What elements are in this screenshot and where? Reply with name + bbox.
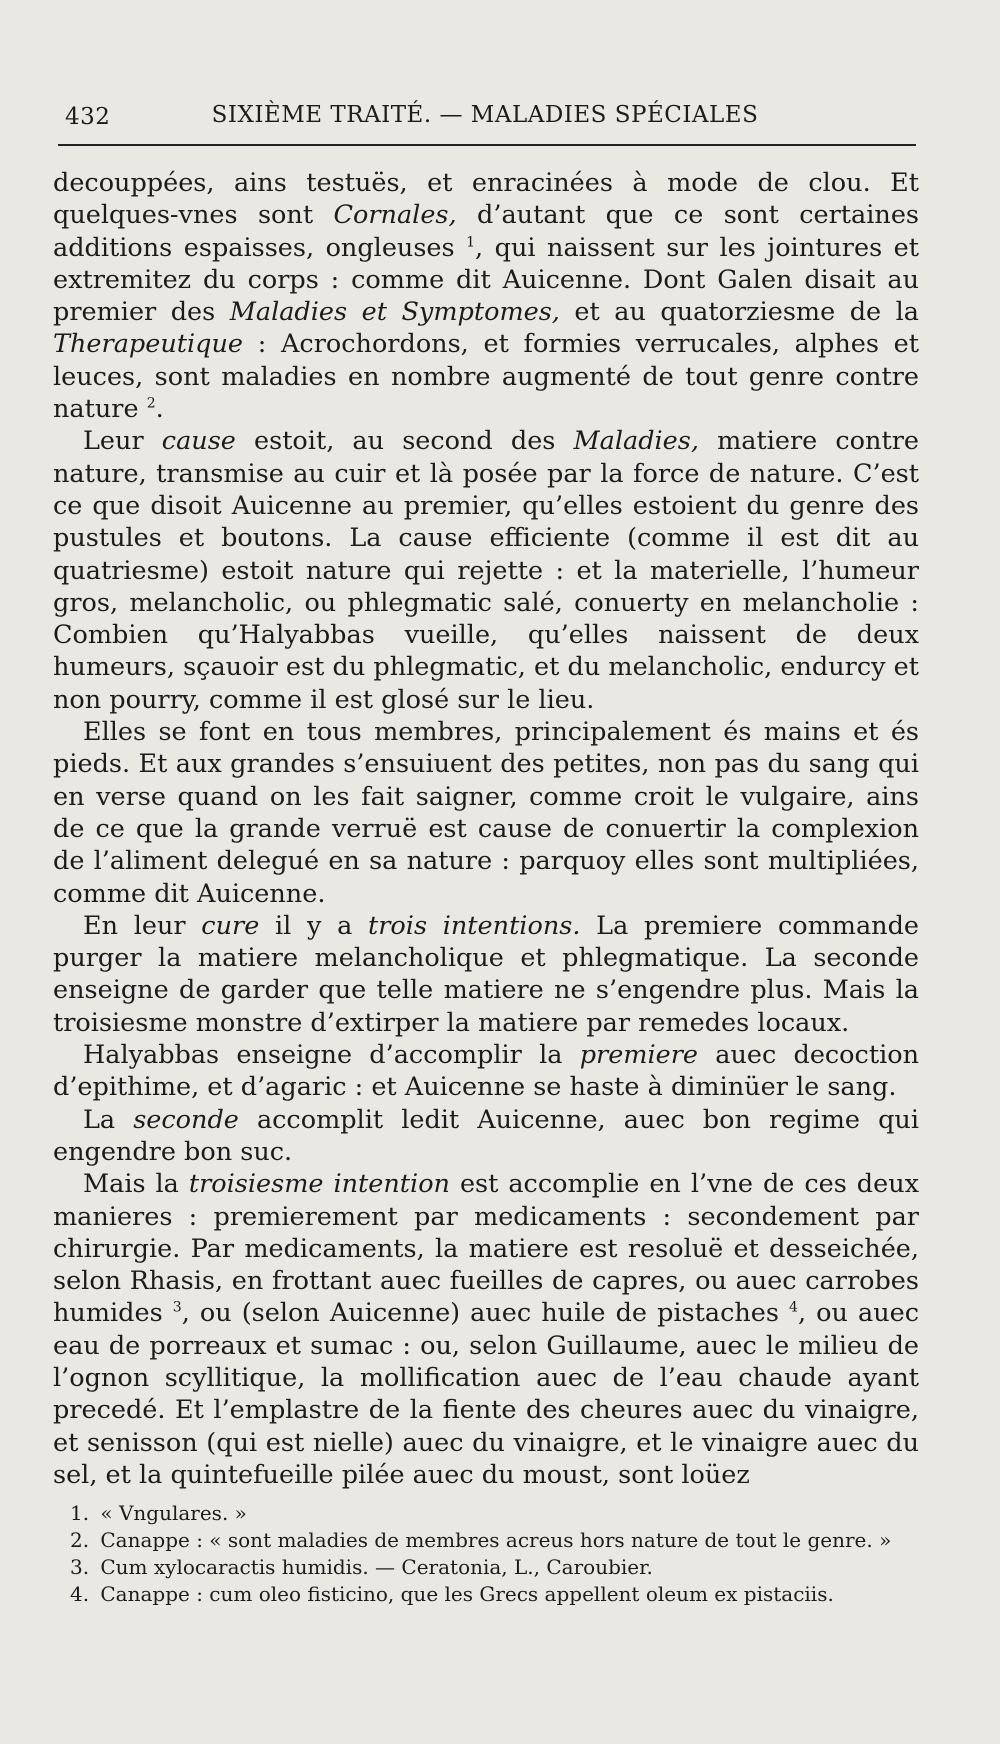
text-run: estoit, au second des (235, 426, 574, 457)
body-text (53, 167, 919, 1491)
text-run: La premiere commande purger la matiere melancholique et phlegmatique. La seconde enseigne de garder que telle matiere ne s’engendre plus. Mais la troisiesme monstre d’extirper la matiere par remedes locaux. (53, 910, 919, 1038)
footnote (70, 1581, 930, 1608)
footnote-number: 4. (70, 1582, 90, 1606)
footnote-ref: 1 (466, 234, 476, 251)
italic-term: Maladies, (573, 426, 699, 457)
footnote-number: 1. (70, 1501, 90, 1525)
italic-term: premiere (579, 1040, 699, 1071)
italic-term: Therapeutique (53, 329, 243, 360)
header-rule (58, 144, 916, 146)
text-run: Leur (83, 426, 162, 457)
text-run: decouppées, ains testuës, et enracinées à mode de clou. Et quelques-vnes sont (53, 168, 919, 231)
text-run: La (83, 1104, 134, 1135)
footnote-number: 2. (70, 1528, 90, 1552)
text-run: Elles se font en tous membres, principalement és mains et és pieds. Et aux grandes s’ensuiuent des petites, non pas du sang qui en verse quand on les fait saigner, comme croit le vulgaire, ains de ce que la grande verruë est cause de conuertir la complexion de l’aliment delegué en sa nature : parquoy elles sont multipliées, comme dit Auicenne. (53, 717, 919, 909)
paragraph (53, 167, 919, 425)
footnote-ref: 3 (172, 1299, 182, 1316)
page-number: 432 (65, 104, 111, 130)
footnote-ref: 4 (789, 1299, 798, 1316)
text-run: matiere contre nature, transmise au cuir et là posée par la force de nature. C’est ce que disoit Auicenne au premier, qu’elles estoient du genre des pustules et boutons. La cause efficiente (comme il est dit au quatriesme) estoit nature qui rejette : et la materielle, l’humeur gros, melancholic, ou phlegmatic salé, conuerty en melancholie : Combien qu’Halyabbas vueille, qu’elles naissent de deux humeurs, sçauoir est du phlegmatic, et du melancholic, endurcy et non pourry, comme il est glosé sur le lieu. (53, 426, 919, 715)
footnote-ref: 2 (146, 395, 156, 412)
text-run: , ou auec eau de porreaux et sumac : ou, selon Guillaume, auec le milieu de l’ognon scyllitique, la mollification auec de l’eau chaude ayant precedé. Et l’emplastre de la fiente des cheures auec du vinaigre, et senisson (qui est nielle) auec du vinaigre, et le vinaigre auec du sel, et la quintefueille pilée auec du moust, sont loüez (53, 1298, 919, 1490)
footnote-number: 3. (70, 1555, 90, 1579)
text-run: est accomplie en l’vne de ces deux manieres : premierement par medicaments : secondement par chirurgie. Par medicaments, la matiere est resoluë et desseichée, selon Rhasis, en frottant auec fueilles de capres, ou auec carrobes humides (53, 1169, 919, 1329)
paragraph (53, 1039, 919, 1104)
footnote-text: Canappe : cum oleo fisticino, que les Grecs appellent oleum ex pistaciis. (94, 1582, 834, 1606)
running-title: SIXIÈME TRAITÉ. — MALADIES SPÉCIALES (211, 102, 759, 128)
paragraph (53, 1104, 919, 1169)
text-run: , ou (selon Auicenne) auec huile de pistaches (181, 1298, 790, 1329)
text-run: et au quatorziesme de la (559, 297, 919, 328)
italic-term: Maladies et Symptomes, (229, 297, 560, 328)
italic-term: cause (161, 426, 236, 457)
page-header (55, 100, 915, 140)
footnote-text: « Vngulares. » (94, 1501, 247, 1525)
italic-term: seconde (133, 1104, 239, 1135)
paragraph (53, 425, 919, 716)
italic-term: cure (201, 910, 260, 941)
italic-term: troisiesme intention (188, 1169, 450, 1200)
footnotes (70, 1500, 930, 1608)
footnote (70, 1554, 930, 1581)
footnote-text: Cum xylocaractis humidis. — Ceratonia, L., Caroubier. (94, 1555, 653, 1579)
text-run: : Acrochordons, et formies verrucales, alphes et leuces, sont maladies en nombre augmenté de tout genre contre nature (53, 329, 919, 425)
text-run: . (155, 394, 164, 425)
text-run: il y a (259, 910, 368, 941)
paragraph (53, 910, 919, 1039)
footnote-text: Canappe : « sont maladies de membres acreus hors nature de tout le genre. » (94, 1528, 892, 1552)
paragraph (53, 716, 919, 910)
text-run: d’autant que ce sont certaines additions espaisses, ongleuses (53, 200, 920, 263)
text-run: En leur (83, 910, 202, 941)
text-run: Mais la (83, 1169, 189, 1200)
text-run: , qui naissent sur les jointures et extremitez du corps : comme dit Auicenne. Dont Galen disait au premier des (53, 232, 920, 328)
text-run: Halyabbas enseigne d’accomplir la (83, 1040, 580, 1071)
text-run: auec decoction d’epithime, et d’agaric : et Auicenne se haste à diminüer le sang. (53, 1040, 919, 1103)
footnote (70, 1500, 930, 1527)
text-run: accomplit ledit Auicenne, auec bon regime qui engendre bon suc. (53, 1104, 919, 1167)
italic-term: Cornales, (333, 200, 457, 231)
footnote (70, 1527, 930, 1554)
paragraph (53, 1168, 919, 1491)
italic-term: trois intentions. (368, 910, 581, 941)
